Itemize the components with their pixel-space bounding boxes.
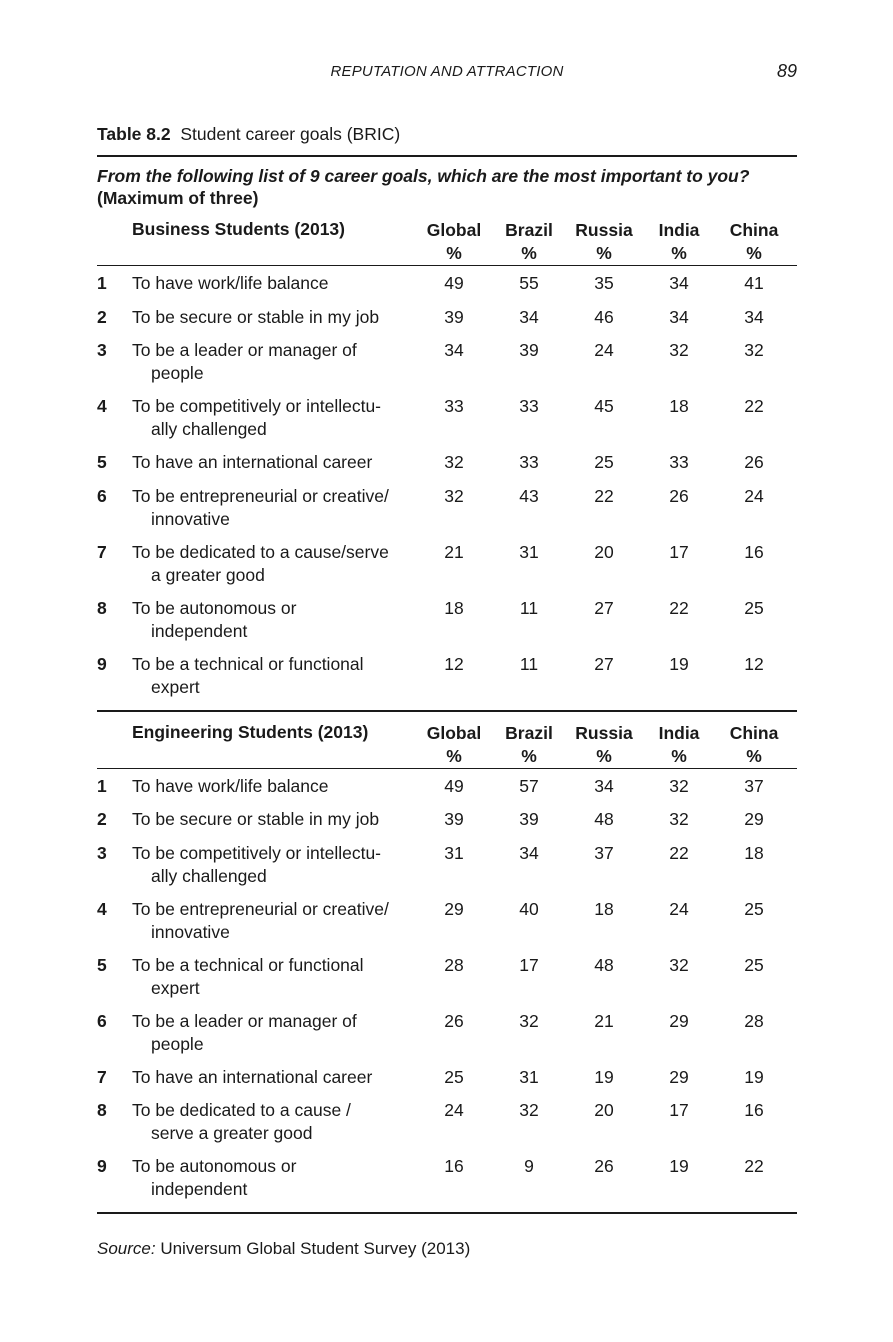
cell-brazil: 17 (519, 954, 539, 975)
cell-india: 33 (669, 452, 689, 472)
cell-global: 18 (444, 597, 464, 618)
table-row (97, 339, 797, 395)
cell-global: 39 (444, 809, 464, 829)
cell-china: 41 (744, 273, 764, 293)
cell-brazil: 40 (519, 898, 539, 919)
row-rank: 2 (97, 809, 107, 829)
table-row (97, 451, 797, 485)
business-title: Business Students (2013) (132, 219, 345, 239)
cell-brazil: 9 (524, 1156, 534, 1176)
cell-brazil: 31 (519, 1066, 539, 1087)
col-header-china: China % (729, 722, 779, 766)
business-rows (97, 266, 797, 709)
table-row (97, 1066, 797, 1100)
career-goals-table (97, 155, 797, 1214)
goal-line: To be secure or stable in my job (132, 809, 380, 829)
table-row (97, 485, 797, 541)
row-goal (132, 541, 422, 587)
goal-line: To be competitively or intellectu- (132, 396, 381, 416)
goal-line-continued: innovative (151, 508, 230, 529)
cell-china: 25 (744, 954, 764, 975)
goal-line: To be entrepreneurial or creative/ (132, 485, 389, 506)
table-row (97, 272, 797, 306)
goal-line-continued: independent (151, 620, 248, 641)
goal-line-continued: expert (151, 977, 200, 998)
question-text: From the following list of 9 career goals, which are the most important to you? (97, 166, 750, 186)
col-header-brazil: Brazil % (505, 722, 553, 766)
cell-brazil: 55 (519, 273, 539, 293)
cell-brazil: 33 (519, 452, 539, 472)
cell-brazil: 11 (519, 653, 539, 674)
cell-china: 28 (744, 1010, 764, 1031)
goal-line: To be a leader or manager of (132, 1010, 357, 1031)
row-goal (132, 1099, 422, 1145)
cell-china: 16 (744, 1100, 764, 1120)
cell-global: 32 (444, 485, 464, 506)
row-goal (132, 306, 422, 329)
goal-line-continued: a greater good (151, 564, 265, 585)
cell-global: 25 (444, 1066, 464, 1087)
row-rank: 7 (97, 1066, 107, 1087)
cell-russia: 48 (594, 954, 614, 975)
table-caption (97, 124, 400, 145)
col-header-global: Global % (426, 722, 482, 766)
business-header (97, 209, 797, 265)
row-rank: 9 (97, 653, 107, 674)
row-goal (132, 1066, 422, 1089)
goal-line-continued: people (151, 363, 204, 383)
row-rank: 8 (97, 1100, 107, 1120)
table-row (97, 395, 797, 451)
cell-india: 32 (669, 340, 689, 360)
cell-russia: 19 (594, 1066, 614, 1087)
cell-china: 24 (744, 485, 764, 506)
cell-china: 26 (744, 452, 764, 472)
cell-brazil: 34 (519, 842, 539, 863)
cell-global: 49 (444, 775, 464, 796)
cell-china: 34 (744, 306, 764, 327)
survey-question (97, 157, 797, 209)
table-row (97, 306, 797, 340)
goal-line: To be competitively or intellectu- (132, 842, 381, 863)
row-goal (132, 808, 422, 831)
row-rank: 6 (97, 485, 107, 506)
cell-russia: 27 (594, 653, 614, 674)
table-row (97, 775, 797, 809)
row-rank: 1 (97, 775, 107, 796)
cell-china: 22 (744, 1156, 764, 1176)
cell-china: 25 (744, 597, 764, 618)
running-head (97, 61, 797, 83)
goal-line: To have an international career (132, 1066, 373, 1087)
cell-global: 39 (444, 306, 464, 327)
cell-india: 22 (669, 842, 689, 863)
table-row (97, 1099, 797, 1155)
cell-global: 29 (444, 898, 464, 919)
row-goal (132, 597, 422, 643)
cell-global: 12 (444, 653, 464, 674)
col-header-brazil: Brazil % (505, 220, 553, 263)
col-header-global: Global % (426, 220, 482, 263)
row-rank: 3 (97, 340, 107, 360)
cell-global: 31 (444, 842, 464, 863)
cell-india: 29 (669, 1066, 689, 1087)
cell-global: 16 (444, 1156, 464, 1176)
cell-russia: 21 (594, 1010, 614, 1031)
col-header-russia: Russia % (575, 722, 633, 766)
table-row (97, 597, 797, 653)
cell-global: 32 (444, 452, 464, 472)
row-rank: 2 (97, 306, 107, 327)
cell-india: 22 (669, 597, 689, 618)
col-header-russia: Russia % (575, 220, 633, 263)
col-header-china: China % (729, 220, 779, 263)
cell-india: 32 (669, 954, 689, 975)
table-row (97, 898, 797, 954)
engineering-header (97, 712, 797, 768)
cell-china: 25 (744, 898, 764, 919)
goal-line: To have an international career (132, 452, 373, 472)
page-number: 89 (776, 61, 797, 81)
cell-russia: 22 (594, 485, 614, 506)
goal-line: To have work/life balance (132, 273, 329, 293)
row-rank: 6 (97, 1010, 107, 1031)
cell-russia: 48 (594, 809, 614, 829)
row-goal (132, 842, 422, 888)
cell-russia: 27 (594, 597, 614, 618)
row-rank: 5 (97, 452, 107, 472)
cell-brazil: 39 (519, 340, 539, 360)
cell-brazil: 32 (519, 1010, 539, 1031)
row-goal (132, 395, 422, 441)
cell-china: 32 (744, 340, 764, 360)
cell-brazil: 43 (519, 485, 539, 506)
cell-global: 49 (444, 273, 464, 293)
cell-russia: 25 (594, 452, 614, 472)
goal-line: To be autonomous or (132, 597, 297, 618)
goal-line: To be dedicated to a cause/serve (132, 541, 389, 562)
cell-india: 32 (669, 775, 689, 796)
row-goal (132, 898, 422, 944)
table-row (97, 653, 797, 709)
cell-china: 37 (744, 775, 764, 796)
table-title: Student career goals (BRIC) (180, 124, 401, 144)
row-goal (132, 653, 422, 699)
goal-line: To be a technical or functional (132, 653, 364, 674)
cell-brazil: 39 (519, 809, 539, 829)
table-row (97, 842, 797, 898)
source-label: Source: (97, 1239, 156, 1258)
question-note: (Maximum of three) (97, 188, 259, 208)
table-row (97, 954, 797, 1010)
table-row (97, 541, 797, 597)
row-goal (132, 954, 422, 1000)
cell-brazil: 11 (519, 597, 539, 618)
cell-russia: 34 (594, 775, 614, 796)
cell-china: 29 (744, 809, 764, 829)
row-goal (132, 1155, 422, 1201)
cell-russia: 26 (594, 1156, 614, 1176)
cell-india: 24 (669, 898, 689, 919)
table-number: Table 8.2 (97, 124, 171, 144)
cell-china: 16 (744, 541, 764, 562)
cell-brazil: 33 (519, 396, 539, 416)
cell-india: 18 (669, 396, 689, 416)
table-row (97, 808, 797, 842)
row-rank: 9 (97, 1156, 107, 1176)
cell-brazil: 31 (519, 541, 539, 562)
row-rank: 1 (97, 273, 107, 293)
cell-india: 26 (669, 485, 689, 506)
row-rank: 7 (97, 541, 107, 562)
cell-india: 34 (669, 273, 689, 293)
cell-global: 26 (444, 1010, 464, 1031)
cell-brazil: 34 (519, 306, 539, 327)
row-goal (132, 451, 422, 474)
cell-russia: 46 (594, 306, 614, 327)
cell-russia: 20 (594, 1100, 614, 1120)
source-note (97, 1239, 470, 1259)
goal-line: To be a technical or functional (132, 954, 364, 975)
goal-line-continued: independent (151, 1179, 248, 1199)
row-goal (132, 485, 422, 531)
goal-line: To be secure or stable in my job (132, 306, 380, 327)
goal-line: To have work/life balance (132, 775, 329, 796)
cell-india: 29 (669, 1010, 689, 1031)
goal-line-continued: ally challenged (151, 865, 267, 886)
row-rank: 5 (97, 954, 107, 975)
table-row (97, 1010, 797, 1066)
cell-russia: 45 (594, 396, 614, 416)
cell-india: 17 (669, 541, 689, 562)
cell-china: 22 (744, 396, 764, 416)
cell-global: 33 (444, 396, 464, 416)
row-rank: 3 (97, 842, 107, 863)
cell-china: 12 (744, 653, 764, 674)
cell-brazil: 57 (519, 775, 539, 796)
goal-line-continued: people (151, 1033, 204, 1054)
row-rank: 4 (97, 396, 107, 416)
cell-russia: 18 (594, 898, 614, 919)
row-goal (132, 339, 422, 385)
cell-india: 34 (669, 306, 689, 327)
goal-line-continued: serve a greater good (151, 1123, 313, 1143)
cell-global: 28 (444, 954, 464, 975)
cell-russia: 24 (594, 340, 614, 360)
goal-line-continued: innovative (151, 921, 230, 942)
cell-china: 19 (744, 1066, 764, 1087)
cell-india: 19 (669, 653, 689, 674)
engineering-title: Engineering Students (2013) (132, 721, 369, 742)
running-title: REPUTATION AND ATTRACTION (330, 63, 564, 80)
cell-india: 17 (669, 1100, 689, 1120)
cell-global: 34 (444, 340, 464, 360)
table-row (97, 1155, 797, 1211)
source-text: Universum Global Student Survey (2013) (160, 1239, 471, 1258)
cell-russia: 35 (594, 273, 614, 293)
goal-line: To be entrepreneurial or creative/ (132, 898, 389, 919)
cell-india: 19 (669, 1156, 689, 1176)
cell-russia: 37 (594, 842, 614, 863)
cell-russia: 20 (594, 541, 614, 562)
cell-india: 32 (669, 809, 689, 829)
row-goal (132, 775, 422, 798)
row-rank: 4 (97, 898, 107, 919)
goal-line-continued: ally challenged (151, 419, 267, 439)
engineering-rows (97, 769, 797, 1212)
goal-line: To be dedicated to a cause / (132, 1100, 351, 1120)
cell-global: 21 (444, 541, 464, 562)
goal-line-continued: expert (151, 676, 200, 697)
row-goal (132, 272, 422, 295)
bottom-rule (97, 1212, 797, 1214)
goal-line: To be a leader or manager of (132, 340, 357, 360)
col-header-india: India % (658, 722, 700, 766)
row-rank: 8 (97, 597, 107, 618)
cell-china: 18 (744, 842, 764, 863)
row-goal (132, 1010, 422, 1056)
cell-brazil: 32 (519, 1100, 539, 1120)
col-header-india: India % (658, 220, 700, 263)
cell-global: 24 (444, 1100, 464, 1120)
goal-line: To be autonomous or (132, 1156, 297, 1176)
